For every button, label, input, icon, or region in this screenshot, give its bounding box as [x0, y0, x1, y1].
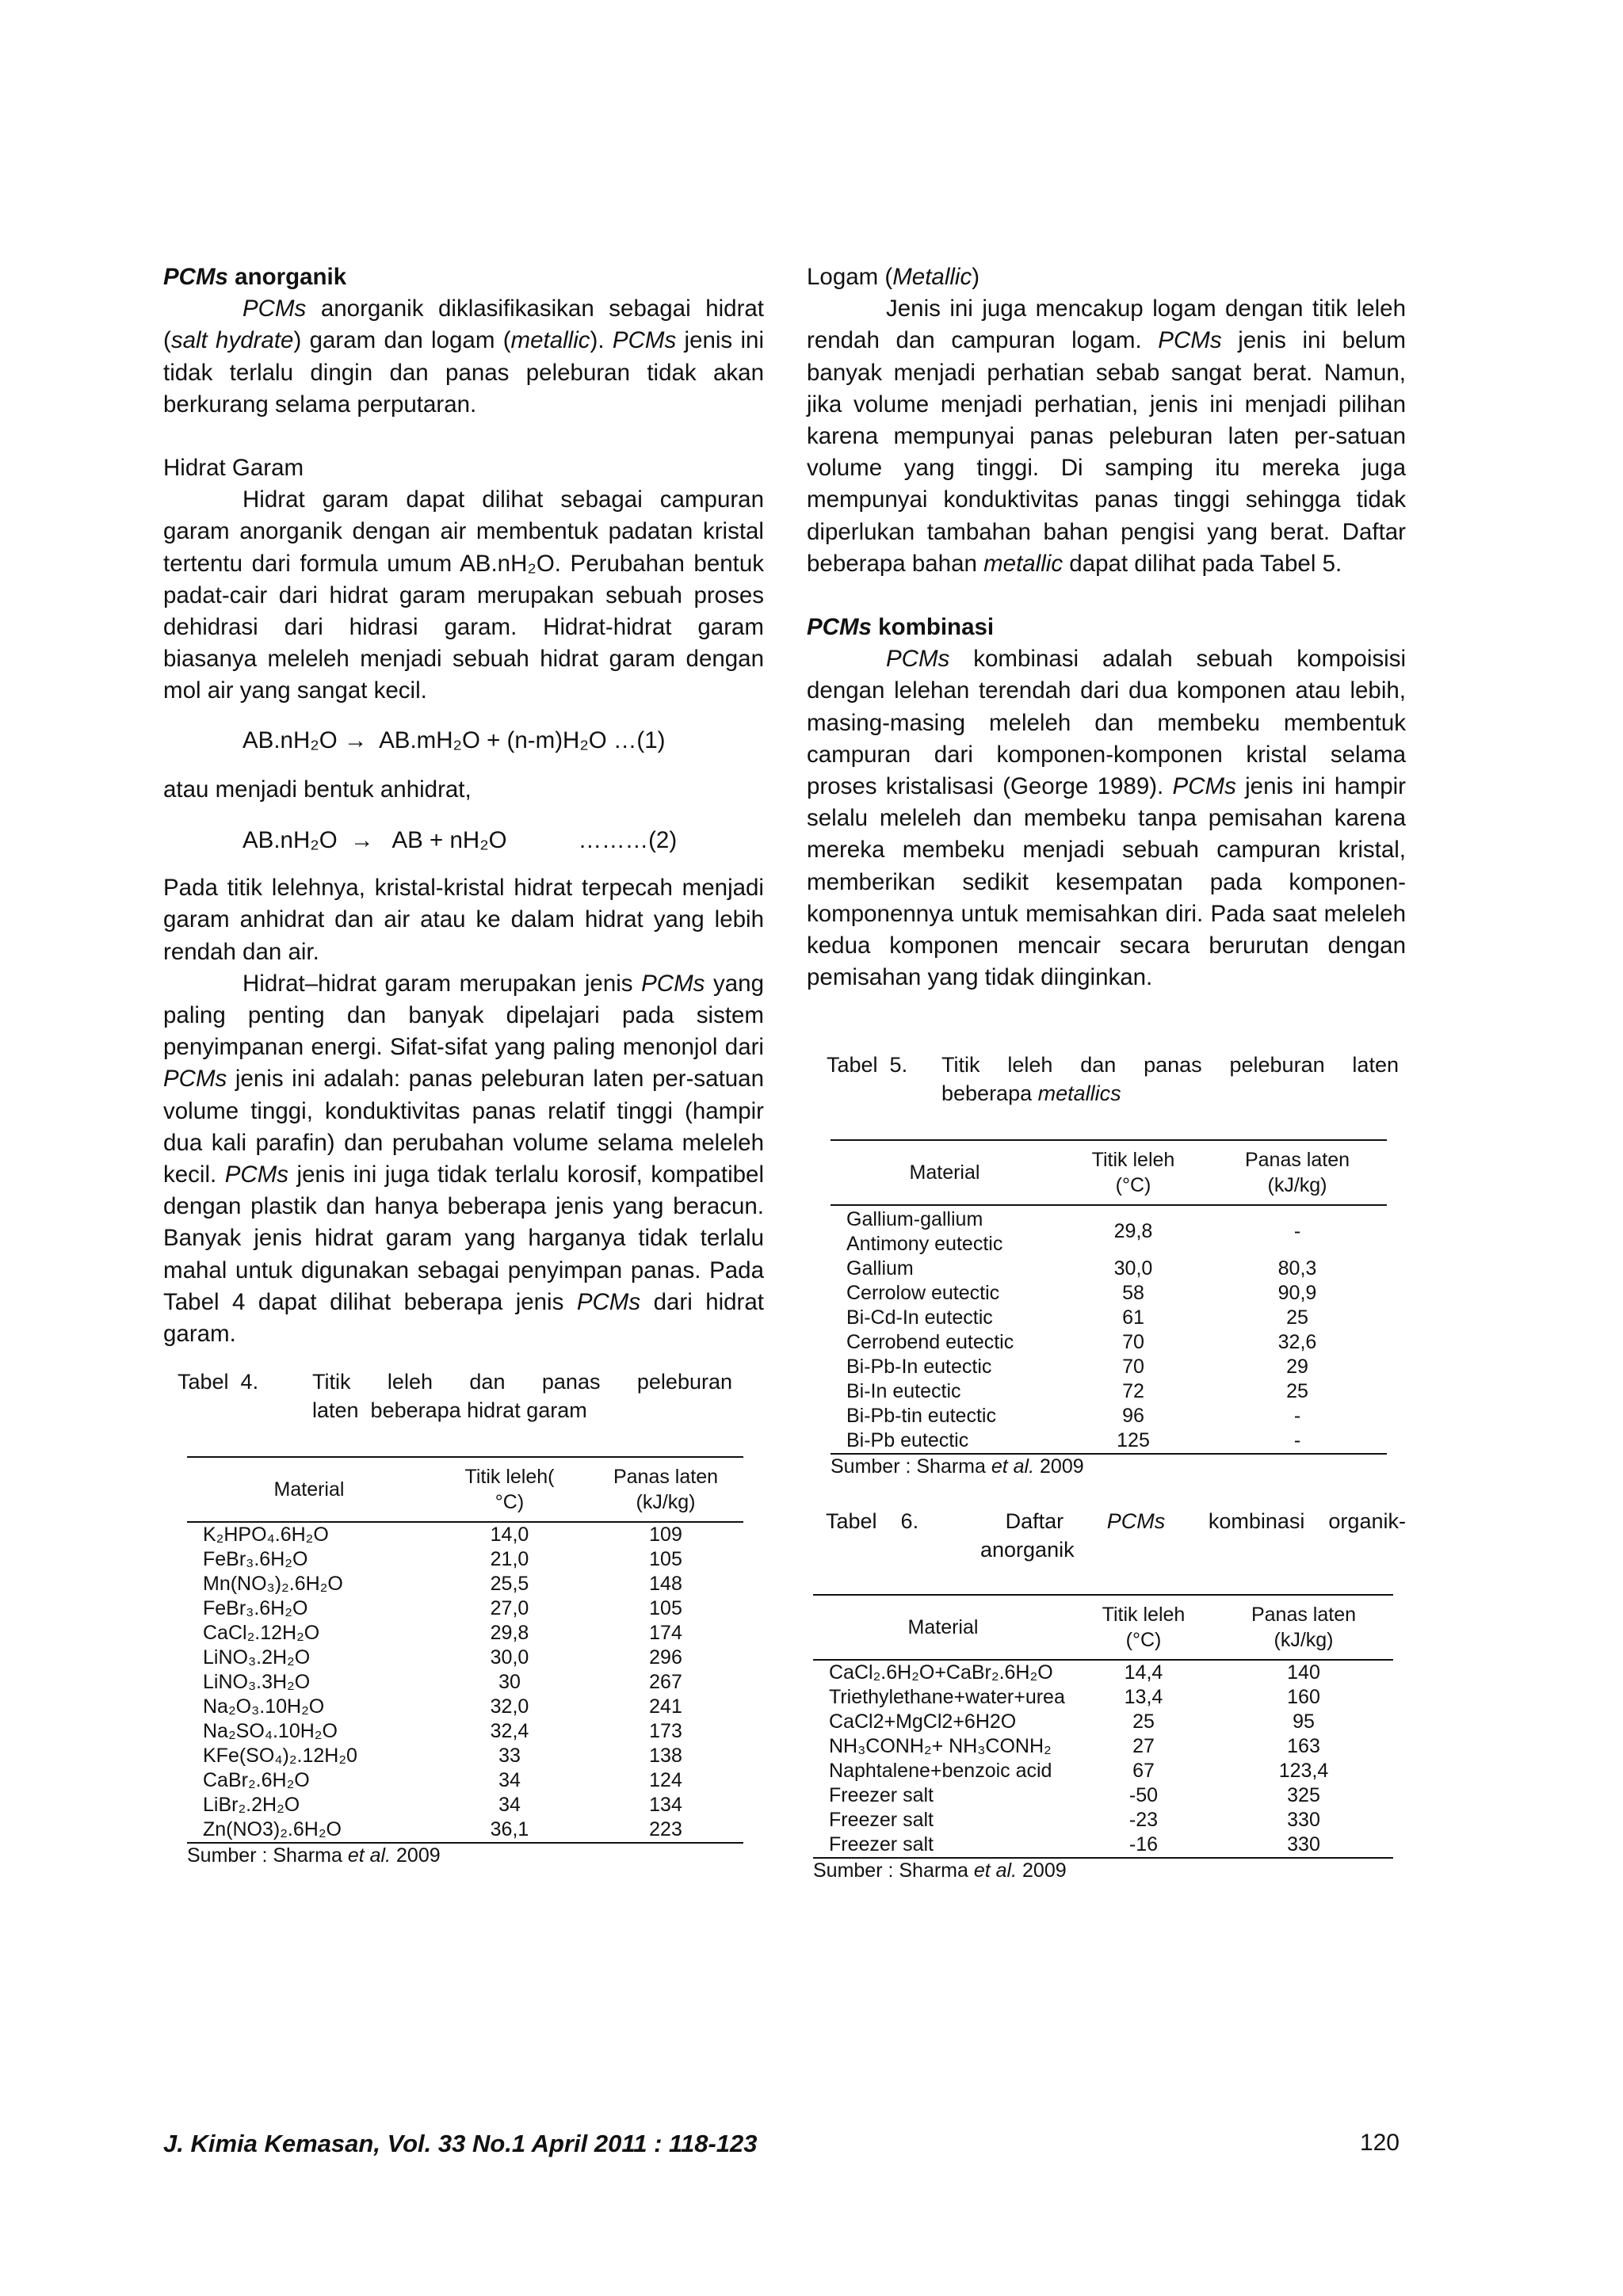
table-row — [187, 1719, 743, 1744]
cell-material: CaCl₂.12H₂O — [203, 1622, 320, 1645]
right-column — [807, 261, 1406, 1882]
cell-titik-leleh: 36,1 — [431, 1817, 588, 1843]
table-5-header-panas-laten: Panas laten (kJ/kg) — [1208, 1140, 1387, 1205]
table-row — [187, 1744, 743, 1768]
paragraph-pcms-kombinasi: PCMs kombinasi adalah sebuah kompoisisi dengan lelehan terendah dari dua komponen atau lebih, masing-masing meleleh dan membeku membentuk campuran dari komponen-komponen kristal selama proses kristalisasi (George 1989). PCMs jenis ini hampir selalu meleleh dan membeku tanpa pemisahan karena mereka membeku menjadi sebuah campuran kristal, memberikan sedikit kesempatan pada komponen-komponennya untuk memisahkan diri. Pada saat meleleh kedua komponen mencair secara berurutan dengan pemisahan yang tidak diinginkan. — [807, 646, 1406, 991]
cell-titik-leleh: 25 — [1132, 1711, 1155, 1733]
cell-material: Na₂SO₄.10H₂O — [203, 1720, 338, 1743]
cell-titik-leleh: 27,0 — [490, 1597, 529, 1620]
cell-panas-laten: 296 — [649, 1646, 682, 1669]
table-row — [187, 1817, 743, 1843]
cell-panas-laten: 109 — [649, 1524, 682, 1547]
cell-material: Na₂O₃.10H₂O — [203, 1695, 325, 1718]
cell-panas-laten: 105 — [649, 1548, 682, 1571]
paragraph-hidrat-hidrat: Hidrat–hidrat garam merupakan jenis PCMs yang paling penting dan banyak dipelajari pada sistem penyimpanan energi. Sifat-sifat yang paling menonjol dari PCMs jenis ini adalah: panas peleburan laten per-satuan volume tinggi, konduktivitas panas relatif tinggi (hampir dua kali parafin) dan perubahan volume selama meleleh kecil. PCMs jenis ini juga tidak terlalu korosif, kompatibel dengan plastik dan hanya beberapa jenis yang beracun. Banyak jenis hidrat garam yang harganya tidak terlalu mahal untuk digunakan sebagai penyimpan panas. Pada Tabel 4 dapat dilihat beberapa jenis PCMs dari hidrat garam. — [163, 970, 764, 1348]
cell-material: CaBr₂.6H₂O — [203, 1769, 310, 1792]
paragraph-pcms-anorganik: PCMs anorganik diklasifikasikan sebagai hidrat (salt hydrate) garam dan logam (metallic). PCMs jenis ini tidak terlalu dingin dan panas peleburan tidak akan berkurang selama perputaran. — [163, 296, 765, 418]
cell-titik-leleh: 34 — [498, 1794, 521, 1817]
table-5-caption: Tabel 5. Titik leleh dan panas peleburan laten beberapa metallics — [827, 1053, 1399, 1106]
cell-material: Bi-Pb-In eutectic — [846, 1356, 992, 1379]
cell-panas-laten: 330 — [1214, 1833, 1393, 1858]
left-column — [163, 261, 764, 1867]
journal-citation: J. Kimia Kemasan, Vol. 33 No.1 April 2011 : 118-123 — [163, 2130, 758, 2157]
cell-material: LiNO₃.2H₂O — [203, 1646, 311, 1669]
cell-material: Freezer salt — [829, 1784, 934, 1807]
cell-titik-leleh: 32,4 — [490, 1720, 529, 1743]
cell-titik-leleh: 30,0 — [490, 1646, 529, 1669]
table-row — [831, 1330, 1387, 1355]
table-4-header-panas-laten: Panas laten (kJ/kg) — [588, 1457, 743, 1522]
table-row — [831, 1355, 1387, 1379]
table-row — [187, 1768, 743, 1793]
cell-titik-leleh: 61 — [1122, 1306, 1144, 1329]
paragraph-titik-leleh: Pada titik lelehnya, kristal-kristal hidrat terpecah menjadi garam anhidrat dan air atau ke dalam hidrat yang lebih rendah dan air. — [163, 875, 764, 965]
cell-material: CaCl₂.6H₂O+CaBr₂.6H₂O — [829, 1661, 1053, 1684]
table-4-caption: Tabel 4. Titik leleh dan panas peleburan laten beberapa hidrat garam — [178, 1370, 732, 1423]
table-4-header-material: Material — [187, 1457, 431, 1522]
table-6-source: Sumber : Sharma et al. 2009 — [813, 1859, 1067, 1882]
equation-1: AB.nH₂O → AB.mH₂O + (n-m)H₂O …(1) — [242, 727, 666, 753]
table-row — [813, 1808, 1393, 1833]
cell-panas-laten: 134 — [649, 1794, 682, 1817]
cell-material: Freezer salt — [813, 1833, 1073, 1858]
cell-material: FeBr₃.6H₂O — [203, 1548, 308, 1571]
cell-titik-leleh: 21,0 — [490, 1548, 529, 1571]
table-row — [813, 1783, 1393, 1808]
table-4-header-titik-leleh: Titik leleh( °C) — [431, 1457, 588, 1522]
cell-panas-laten: 148 — [649, 1573, 682, 1596]
paragraph-hidrat-garam: Hidrat garam dapat dilihat sebagai campuran garam anorganik dengan air membentuk padatan kristal tertentu dari formula umum AB.nH₂O. Perubahan bentuk padat-cair dari hidrat garam merupakan sebuah proses dehidrasi dari hidrasi garam. Hidrat-hidrat garam biasanya meleleh menjadi sebuah hidrat garam dengan mol air yang sangat kecil. — [163, 486, 764, 704]
cell-titik-leleh: -16 — [1073, 1833, 1214, 1858]
cell-material: Zn(NO3)₂.6H₂O — [187, 1817, 431, 1843]
table-row — [813, 1660, 1393, 1685]
cell-material: KFe(SO₄)₂.12H₂0 — [203, 1745, 357, 1768]
cell-panas-laten: 173 — [649, 1720, 682, 1743]
section-heading-pcms-kombinasi: PCMs kombinasi — [807, 614, 995, 641]
cell-panas-laten: 25 — [1286, 1306, 1308, 1329]
cell-titik-leleh: 33 — [498, 1745, 521, 1768]
table-row — [187, 1646, 743, 1670]
table-row — [813, 1833, 1393, 1858]
cell-panas-laten: 325 — [1287, 1784, 1320, 1807]
cell-material: CaCl2+MgCl2+6H2O — [829, 1711, 1017, 1733]
paragraph-logam: Jenis ini juga mencakup logam dengan titik leleh rendah dan campuran logam. PCMs jenis ini belum banyak menjadi perhatian sebab sangat berat. Namun, jika volume menjadi perhatian, jenis ini menjadi pilihan karena mempunyai panas peleburan laten per-satuan volume yang tinggi. Di samping itu mereka juga mempunyai konduktivitas panas tinggi sehingga tidak diperlukan tambahan bahan pengisi yang berat. Daftar beberapa bahan metallic dapat dilihat pada Tabel 5. — [807, 296, 1406, 577]
paragraph-anhidrat: atau menjadi bentuk anhidrat, — [163, 776, 472, 803]
cell-material: Bi-Cd-In eutectic — [846, 1306, 993, 1329]
table-4 — [187, 1456, 743, 1844]
cell-titik-leleh: 70 — [1122, 1356, 1144, 1379]
cell-titik-leleh: 30,0 — [1113, 1257, 1153, 1280]
cell-panas-laten: 241 — [649, 1695, 682, 1718]
page-number: 120 — [1359, 2130, 1400, 2156]
cell-titik-leleh: 27 — [1132, 1735, 1155, 1758]
cell-panas-laten: 123,4 — [1278, 1760, 1329, 1783]
table-row — [187, 1621, 743, 1646]
cell-material: Triethylethane+water+urea — [829, 1686, 1065, 1709]
table-5-source: Sumber : Sharma et al. 2009 — [831, 1455, 1084, 1478]
cell-panas-laten: - — [1208, 1428, 1387, 1454]
table-row — [813, 1759, 1393, 1783]
table-5-header-titik-leleh: Titik leleh (°C) — [1059, 1140, 1208, 1205]
cell-material: Freezer salt — [829, 1809, 934, 1832]
table-row — [187, 1596, 743, 1621]
table-row — [187, 1793, 743, 1817]
cell-material: Gallium — [846, 1257, 914, 1280]
table-row — [831, 1306, 1387, 1330]
table-row — [831, 1428, 1387, 1454]
cell-titik-leleh: -50 — [1128, 1784, 1159, 1807]
table-6-header-material: Material — [813, 1595, 1073, 1660]
cell-panas-laten: 25 — [1286, 1380, 1308, 1403]
cell-panas-laten: 138 — [649, 1745, 682, 1768]
page-footer — [163, 2130, 1400, 2158]
cell-panas-laten: 29 — [1286, 1356, 1308, 1379]
table-5-header-material: Material — [831, 1140, 1059, 1205]
cell-panas-laten: 223 — [588, 1817, 743, 1843]
cell-titik-leleh: -23 — [1128, 1809, 1159, 1832]
cell-panas-laten: 105 — [649, 1597, 682, 1620]
cell-material: Naphtalene+benzoic acid — [829, 1760, 1052, 1783]
cell-titik-leleh: 96 — [1122, 1405, 1144, 1428]
table-row — [813, 1685, 1393, 1710]
table-row — [831, 1379, 1387, 1404]
cell-material: Mn(NO₃)₂.6H₂O — [203, 1573, 343, 1596]
cell-material: Cerrobend eutectic — [846, 1331, 1014, 1354]
cell-titik-leleh: 32,0 — [490, 1695, 529, 1718]
table-row — [831, 1257, 1387, 1281]
cell-panas-laten: 174 — [649, 1622, 682, 1645]
cell-material: K₂HPO₄.6H₂O — [203, 1524, 329, 1547]
cell-titik-leleh: 14,0 — [490, 1524, 529, 1547]
cell-panas-laten: 330 — [1287, 1809, 1320, 1832]
cell-material: LiBr₂.2H₂O — [203, 1794, 300, 1817]
cell-titik-leleh: 58 — [1122, 1282, 1144, 1305]
cell-titik-leleh: 29,8 — [490, 1622, 529, 1645]
cell-material: NH₃CONH₂+ NH₃CONH₂ — [829, 1735, 1052, 1758]
table-5 — [831, 1139, 1387, 1455]
cell-panas-laten: 160 — [1287, 1686, 1320, 1709]
cell-titik-leleh: 13,4 — [1124, 1686, 1163, 1709]
cell-panas-laten: 80,3 — [1277, 1257, 1317, 1280]
cell-panas-laten: 163 — [1287, 1735, 1320, 1758]
table-4-source: Sumber : Sharma et al. 2009 — [187, 1844, 441, 1867]
table-row — [187, 1670, 743, 1695]
cell-panas-laten: 124 — [649, 1769, 682, 1792]
cell-panas-laten: 267 — [649, 1671, 682, 1694]
table-6-header-panas-laten: Panas laten (kJ/kg) — [1214, 1595, 1393, 1660]
cell-titik-leleh: 70 — [1122, 1331, 1144, 1354]
cell-titik-leleh: 14,4 — [1124, 1661, 1163, 1684]
equation-2: AB.nH₂O → AB + nH₂O ………(2) — [242, 827, 678, 854]
cell-material: Bi-Pb eutectic — [831, 1428, 1059, 1454]
cell-material: Cerrolow eutectic — [846, 1282, 1000, 1305]
table-row — [187, 1572, 743, 1596]
table-row — [813, 1710, 1393, 1734]
section-heading-hidrat-garam: Hidrat Garam — [163, 455, 304, 482]
cell-panas-laten: 140 — [1287, 1661, 1320, 1684]
table-row: Gallium-gallium Antimony eutectic 29,8 - — [846, 1208, 1301, 1256]
table-6-header-titik-leleh: Titik leleh (°C) — [1073, 1595, 1214, 1660]
cell-panas-laten: 90,9 — [1277, 1282, 1317, 1305]
table-row — [831, 1281, 1387, 1306]
cell-panas-laten: 95 — [1293, 1711, 1315, 1733]
table-row — [187, 1695, 743, 1719]
cell-panas-laten: 32,6 — [1277, 1331, 1317, 1354]
cell-titik-leleh: 125 — [1059, 1428, 1208, 1454]
table-row — [187, 1547, 743, 1572]
table-row — [813, 1734, 1393, 1759]
table-row — [831, 1404, 1387, 1428]
cell-titik-leleh: 34 — [498, 1769, 521, 1792]
cell-titik-leleh: 30 — [498, 1671, 521, 1694]
cell-material: Bi-In eutectic — [846, 1380, 961, 1403]
cell-material: FeBr₃.6H₂O — [203, 1597, 308, 1620]
table-6 — [813, 1594, 1393, 1859]
cell-titik-leleh: 25,5 — [490, 1573, 529, 1596]
cell-material: Bi-Pb-tin eutectic — [846, 1405, 996, 1428]
table-6-caption: Tabel 6. Daftar PCMs kombinasi organik- anorganik — [826, 1509, 1406, 1562]
table-row — [187, 1522, 743, 1547]
cell-titik-leleh: 67 — [1132, 1760, 1155, 1783]
section-heading-pcms-anorganik: PCMs anorganik — [163, 264, 347, 290]
cell-panas-laten: - — [1293, 1405, 1301, 1428]
section-heading-logam: Logam (Metallic) — [807, 264, 980, 290]
cell-titik-leleh: 72 — [1122, 1380, 1144, 1403]
cell-material: LiNO₃.3H₂O — [203, 1671, 311, 1694]
